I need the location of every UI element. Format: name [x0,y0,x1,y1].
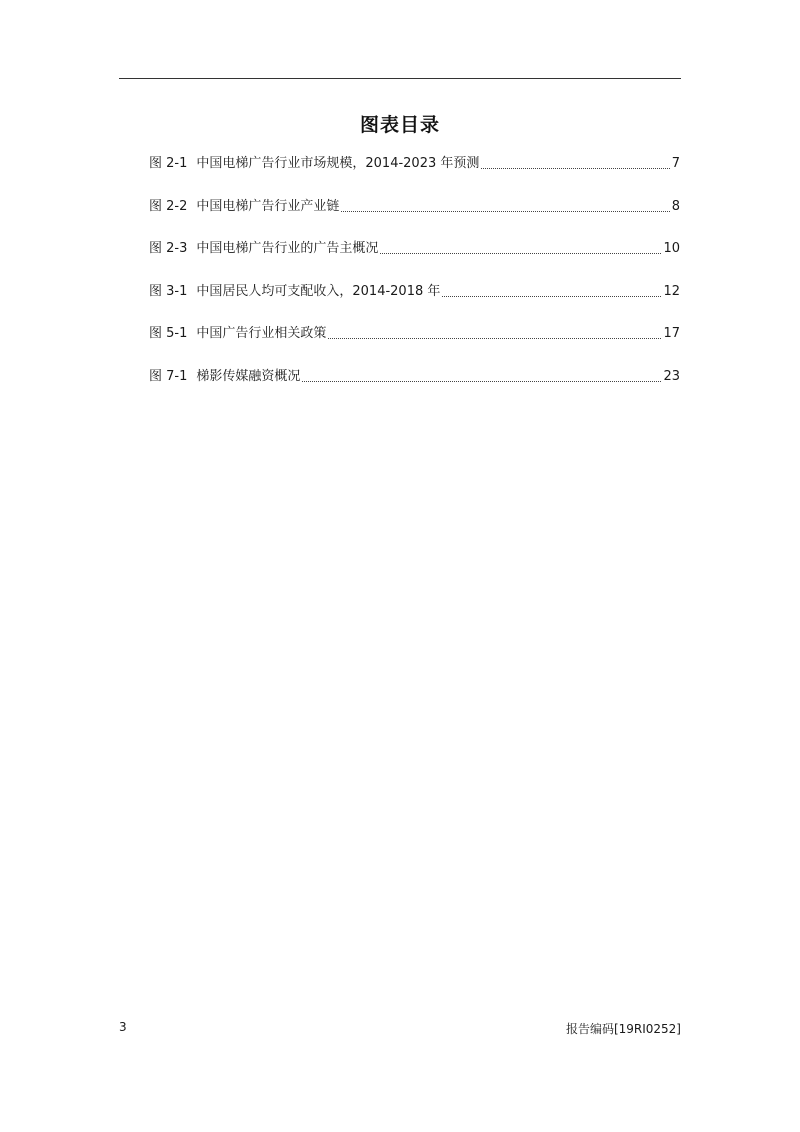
toc-entry-prefix: 图 7-1 [149,368,188,384]
toc-entry-page: 17 [663,326,680,342]
toc-entry-2-3[interactable] [149,238,680,259]
toc-entry-2-2[interactable] [149,196,680,217]
toc-dot-leader [341,211,669,212]
footer-page-number: 3 [119,1020,127,1034]
toc-entry-page: 7 [671,156,680,171]
footer-report-code: 报告编码[19RI0252] [565,1022,681,1036]
toc-entry-prefix: 图 5-1 [149,326,188,342]
toc-entry-5-1[interactable] [149,323,680,344]
toc-dot-leader [380,253,661,254]
toc-entry-text: 中国电梯广告行业的广告主概况 [196,241,379,257]
toc-entry-text: 梯影传媒融资概况 [196,368,301,384]
toc-entry-text: 中国居民人均可支配收入，2014-2018 年 [196,283,441,299]
toc-entry-3-1[interactable] [149,281,680,302]
toc-list [149,153,680,409]
toc-entry-text: 中国电梯广告行业产业链 [196,198,340,214]
toc-dot-leader [481,168,669,169]
toc-entry-page: 23 [663,368,680,384]
toc-entry-prefix: 图 2-2 [149,198,188,214]
toc-dot-leader [302,381,661,382]
toc-entry-2-1[interactable] [149,153,680,174]
toc-entry-7-1[interactable] [149,366,680,387]
toc-entry-prefix: 图 2-3 [149,241,188,257]
toc-entry-page: 12 [663,283,680,299]
toc-dot-leader [328,338,661,339]
toc-entry-text: 中国广告行业相关政策 [196,326,327,342]
toc-entry-text: 中国电梯广告行业市场规模，2014-2023 年预测 [196,156,480,171]
toc-entry-page: 8 [671,198,680,214]
toc-entry-page: 10 [663,241,680,257]
header-rule [119,78,681,79]
toc-entry-prefix: 图 3-1 [149,283,188,299]
toc-title: 图表目录 [359,114,440,136]
toc-dot-leader [442,296,661,297]
toc-entry-prefix: 图 2-1 [149,156,188,171]
